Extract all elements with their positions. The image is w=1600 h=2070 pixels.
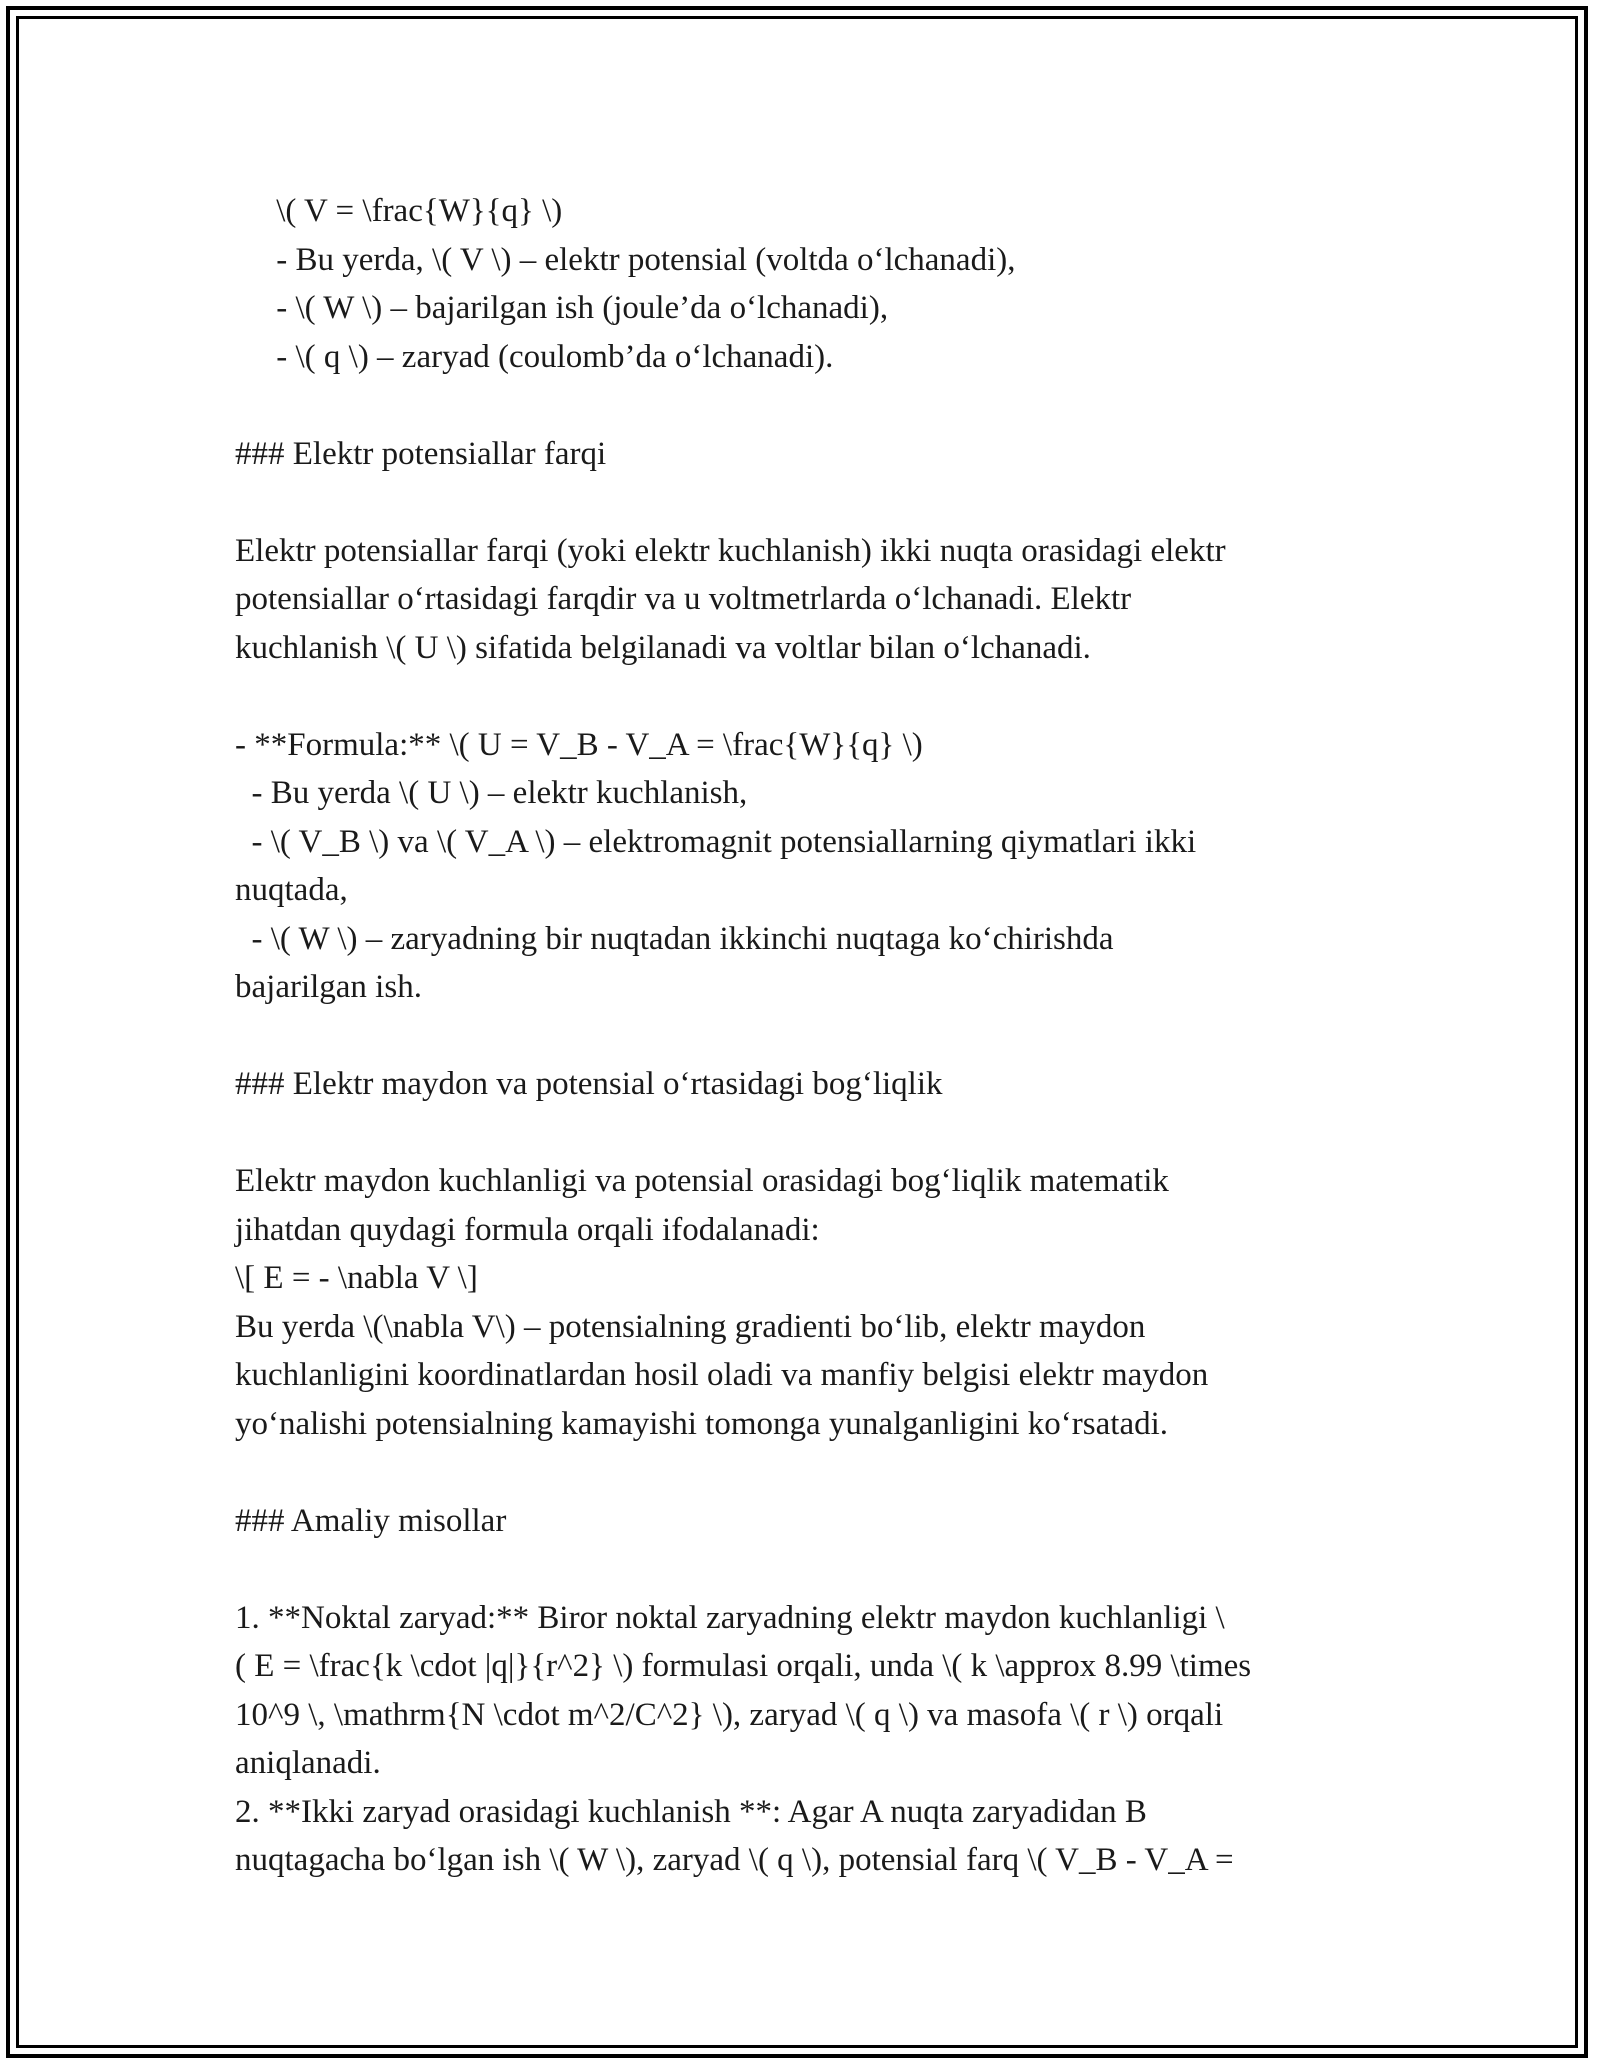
text-line: potensiallar o‘rtasidagi farqdir va u voltmetrlarda o‘lchanadi. Elektr [235, 581, 1132, 617]
text-line: Bu yerda \(\nabla V\) – potensialning gradienti bo‘lib, elektr maydon [235, 1308, 1146, 1345]
blank-line [235, 1448, 1375, 1497]
list-item-text: nuqtagacha bo‘lgan ish \( W \), zaryad \( q \), potensial farq \( V_B - V_A = [235, 1842, 1234, 1878]
section-heading: ### Elektr maydon va potensial o‘rtasidagi bog‘liqlik [235, 1066, 943, 1102]
text-line: bajarilgan ish. [235, 969, 422, 1005]
list-item-text: ( E = \frac{k \cdot |q|}{r^2} \) formulasi orqali, unda \( k \approx 8.99 \times [235, 1648, 1252, 1684]
text-line: Elektr potensiallar farqi (yoki elektr kuchlanish) ikki nuqta orasidagi elektr [235, 532, 1226, 569]
list-item-text: 1. **Noktal zaryad:** Biror noktal zaryadning elektr maydon kuchlanligi \ [235, 1599, 1225, 1636]
text-line: nuqtada, [235, 872, 348, 908]
text-line: - \( W \) – zaryadning bir nuqtadan ikkinchi nuqtaga ko‘chirishda [235, 920, 1114, 957]
section-heading: ### Amaliy misollar [235, 1502, 507, 1539]
blank-line [235, 1545, 1375, 1594]
list-item-text: 10^9 \, \mathrm{N \cdot m^2/C^2} \), zaryad \( q \) va masofa \( r \) orqali [235, 1696, 1224, 1733]
list-item-text: aniqlanadi. [235, 1745, 381, 1781]
document-body [235, 187, 1375, 1885]
text-line: Elektr maydon kuchlanligi va potensial orasidagi bog‘liqlik matematik [235, 1163, 1169, 1199]
blank-line [235, 478, 1375, 527]
formula-line: \[ E = - \nabla V \] [235, 1260, 478, 1296]
text-line: - **Formula:** \( U = V_B - V_A = \frac{W}{q} \) [235, 726, 923, 763]
text-line: yo‘nalishi potensialning kamayishi tomonga yunalganligini ko‘rsatadi. [235, 1405, 1169, 1442]
text-line: - Bu yerda, \( V \) – elektr potensial (voltda o‘lchanadi), [235, 241, 1016, 278]
list-item-text: 2. **Ikki zaryad orasidagi kuchlanish **: Agar A nuqta zaryadidan B [235, 1793, 1147, 1830]
blank-line [235, 1109, 1375, 1158]
blank-line [235, 381, 1375, 430]
formula-line: \( V = \frac{W}{q} \) [235, 193, 563, 229]
text-line: kuchlanish \( U \) sifatida belgilanadi va voltlar bilan o‘lchanadi. [235, 629, 1091, 666]
text-line: jihatdan quydagi formula orqali ifodalanadi: [235, 1211, 820, 1248]
text-line: - \( W \) – bajarilgan ish (joule’da o‘lchanadi), [235, 290, 889, 326]
blank-line [235, 672, 1375, 721]
text-line: - \( V_B \) va \( V_A \) – elektromagnit potensiallarning qiymatlari ikki [235, 823, 1197, 860]
section-heading: ### Elektr potensiallar farqi [235, 435, 607, 472]
text-line: - Bu yerda \( U \) – elektr kuchlanish, [235, 775, 748, 811]
text-line: kuchlanligini koordinatlardan hosil oladi va manfiy belgisi elektr maydon [235, 1357, 1209, 1393]
text-line: - \( q \) – zaryad (coulomb’da o‘lchanadi). [235, 338, 834, 375]
blank-line [235, 1012, 1375, 1061]
